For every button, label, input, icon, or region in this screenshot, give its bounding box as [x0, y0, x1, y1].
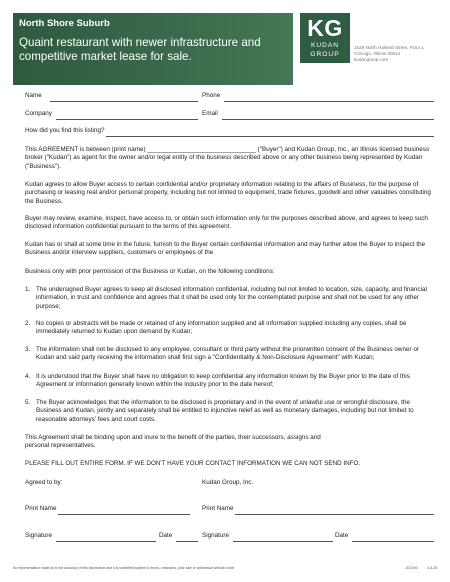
listing-location-title: North Shore Suburb: [19, 18, 110, 29]
listing-headline: Quaint restaurant with newer infrastructure and competitive market lease for sale.: [19, 36, 261, 63]
phone-label: Phone: [202, 92, 221, 99]
agreed-by-label: Agreed to by:: [25, 479, 63, 486]
review-clause: Buyer may review, examine, inspect, have access to, or obtain such information only for the purposes described above, and agrees to keep such disclosed information confidential pursuant to the terms of this agreement.: [25, 215, 428, 231]
logo-initials: KG: [307, 15, 343, 41]
listing-code: JG1093: [405, 566, 418, 570]
conditions-intro: Business only with prior permission of the Business or Kudan, on the following conditions:: [25, 268, 275, 275]
company-address: [354, 45, 424, 64]
address-website: kudangroup.com: [354, 57, 389, 63]
condition-text: No copies or abstracts will be made or retained of any information supplied and all information supplied including any copies, shall be immediately returned to Kudan upon demand by Kudan;: [36, 320, 407, 336]
email-label: Email: [202, 110, 218, 117]
listing-source-label: How did you find this listing?: [25, 127, 105, 134]
condition-number: 2.: [25, 320, 31, 327]
buyer-print-name-label: Print Name: [25, 505, 57, 512]
address-city: Chicago, Illinois 60614: [354, 51, 401, 57]
buyer-print-name-field[interactable]: [58, 514, 190, 515]
listing-source-field[interactable]: [106, 136, 434, 137]
kudan-date-field[interactable]: [352, 541, 434, 542]
name-field[interactable]: [50, 101, 198, 102]
company-label: Company: [25, 110, 52, 117]
condition-text: The undersigned Buyer agrees to keep all disclosed information confidential, including but not limited to location, size, capacity, and financial information, in trust and confidence and agrees that it shall be used only for the contemplated purpose and shall not be used for any other purpose;: [36, 286, 427, 310]
condition-number: 5.: [25, 399, 31, 406]
phone-field[interactable]: [224, 101, 434, 102]
condition-number: 3.: [25, 346, 31, 353]
condition-text: It is understood that the Buyer shall have no obligation to keep confidential any information known by the Buyer prior to the date of this Agreement or information generally known within the industry prior to the date hereof;: [36, 373, 410, 389]
condition-text: The information shall not be disclosed to any employee, consultant or third party without the priorwritten consent of the Business owner or Kudan and said party receiving the information shall first sign a "Confidentiality & Non-Disclosure Agreement" with Kudan;: [36, 346, 419, 362]
disclaimer-footer: No representation made as to the accuracy of this information and it is submitted subject to errors, omissions, prior sale or withdrawal without notice: [13, 566, 235, 570]
kudan-signature-label: Signature: [202, 532, 229, 539]
buyer-signature-label: Signature: [25, 532, 52, 539]
condition-number: 4.: [25, 373, 31, 380]
kudan-print-name-field[interactable]: [235, 514, 434, 515]
kudan-print-name-label: Print Name: [202, 505, 234, 512]
name-label: Name: [25, 92, 42, 99]
binding-clause: This Agreement shall be binding upon and inure to the benefit of the parties, their successors, assigns and personal representatives.: [25, 434, 321, 450]
kudan-signatory-label: Kudan Group, Inc.: [202, 479, 254, 486]
fill-out-notice: PLEASE FILL OUT ENTIRE FORM. IF WE DON'T HAVE YOUR CONTACT INFORMATION WE CAN NOT SEND INFO.: [25, 460, 361, 467]
buyer-signature-field[interactable]: [56, 541, 156, 542]
revision-date: 3-4-25: [427, 566, 438, 570]
company-field[interactable]: [56, 119, 198, 120]
condition-number: 1.: [25, 286, 31, 293]
kudan-date-label: Date: [335, 532, 349, 539]
logo-word-group: GROUP: [310, 51, 340, 58]
address-street: 1629 North Halsted Street, Floor 1: [354, 45, 424, 50]
kudan-group-logo: [300, 13, 350, 63]
email-field[interactable]: [222, 119, 434, 120]
kudan-signature-field[interactable]: [233, 541, 333, 542]
listing-header-banner: [13, 13, 293, 85]
access-clause: Kudan agrees to allow Buyer access to certain confidential and/or proprietary information relating to the affairs of Business, for the purpose of purchasing or leasing real and/or personal property, including but not limited to equipment, trade fixtures, goodwill and other valuables constituting the Business.: [25, 181, 431, 205]
buyer-date-label: Date: [159, 532, 173, 539]
agreement-intro: This AGREEMENT is between (print name) _______________________________ ("Buyer") and Kudan Group, Inc., an Illinois licensed business broker ("Kudan") as agent for the owner and/or legal entity of the business described above or any other business being represented by Kudan ("Business").: [25, 146, 430, 170]
condition-text: The Buyer acknowledges that the information to be disclosed is proprietary and in the event of unlawful use or wrongful disclosure, the Business and Kudan, jointly and separately shall be entitled to injunctive relief as well as monetary damages, including but not limited to reasonable attorneys' fees and court costs.: [36, 399, 414, 423]
buyer-date-field[interactable]: [176, 541, 198, 542]
disclosure-clause: Kudan has or shall at some time in the future, furnish to the Buyer certain confidential information and may further allow the Buyer to inspect the Business and/or interview suppliers, customers or employees of the: [25, 241, 426, 257]
logo-word-kudan: KUDAN: [310, 42, 340, 49]
